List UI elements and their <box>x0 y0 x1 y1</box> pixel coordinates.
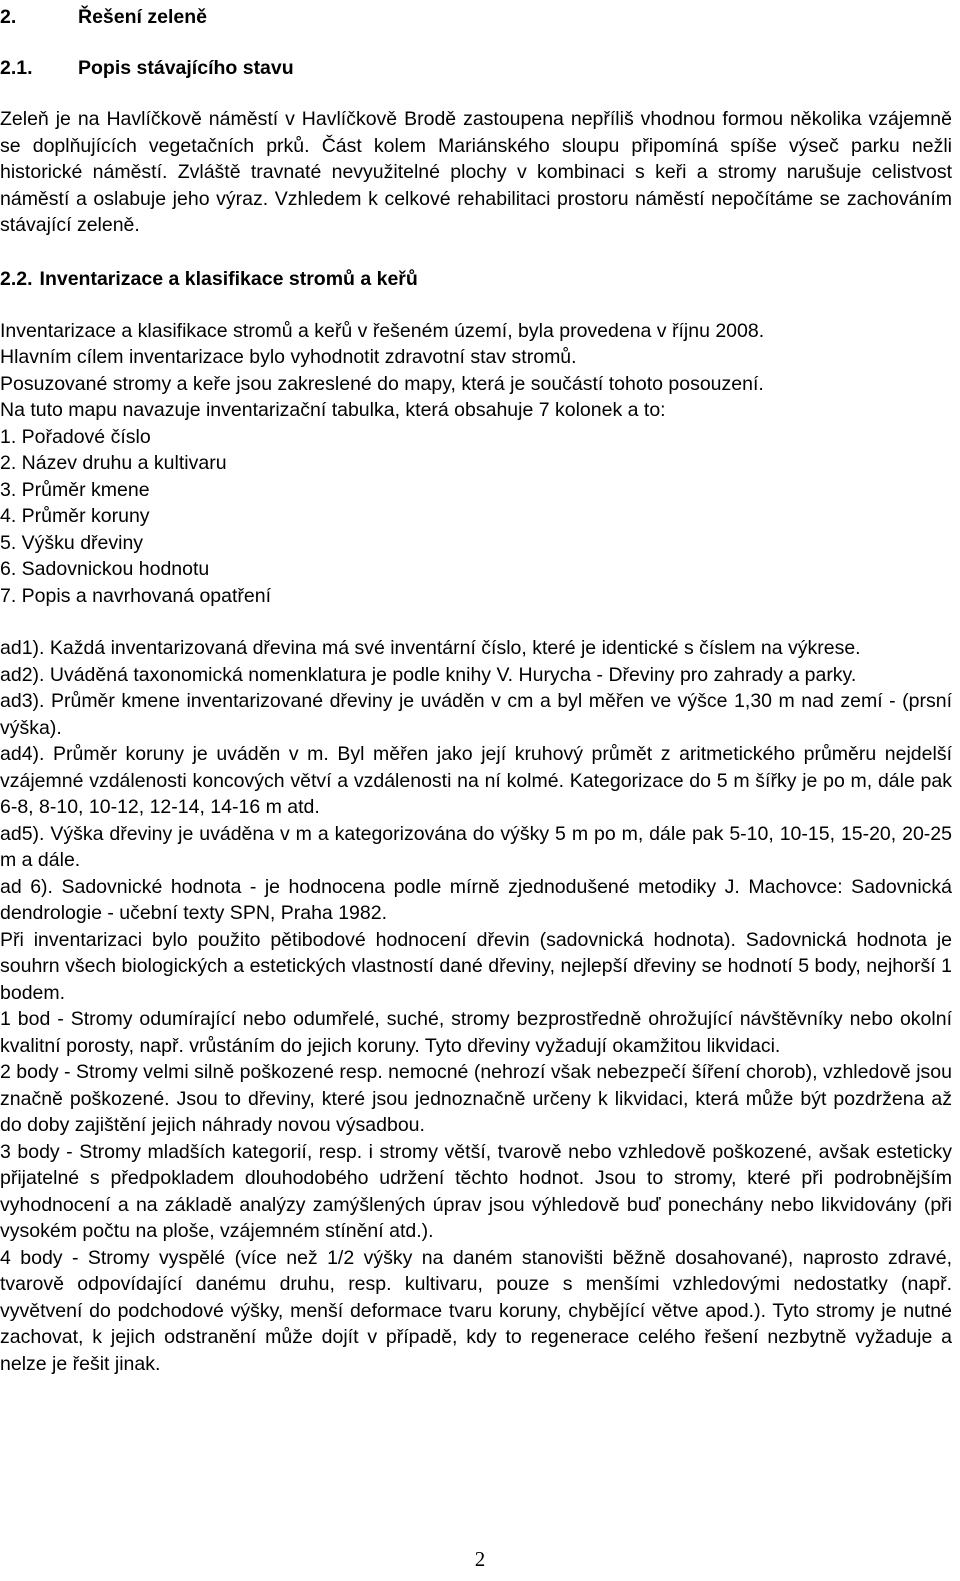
subsection-title-2-2: Inventarizace a klasifikace stromů a keřů <box>39 267 418 290</box>
list-item: 2. Název druhu a kultivaru <box>0 452 227 474</box>
table-columns-list <box>0 424 952 610</box>
valuation-2-points: 2 body - Stromy velmi silně poškozené resp. nemocné (nehrozí však nebezpečí šíření chorob), vzhledově jsou značně poškozené. Jsou to dřeviny, které jsou jednoznačně určeny k likvidaci, která může být pozdržena až do doby zajištění jejich náhrady novou výsadbou. <box>0 1061 952 1136</box>
column-notes <box>0 635 952 1377</box>
note-ad6: ad 6). Sadovnické hodnota - je hodnocena podle mírně zjednodušené metodiky J. Machovce: Sadovnická dendrologie - učební texty SPN, Praha 1982. <box>0 875 952 924</box>
subsection-title-2-1: Popis stávajícího stavu <box>78 57 294 79</box>
note-ad3: ad3). Průměr kmene inventarizované dřeviny je uváděn v cm a byl měřen ve výšce 1,30 m nad zemí - (prsní výška). <box>0 690 952 739</box>
list-item: 1. Pořadové číslo <box>0 425 151 448</box>
list-item: 5. Výšku dřeviny <box>0 531 144 554</box>
valuation-3-points: 3 body - Stromy mladších kategorií, resp. i stromy větší, tvarově nebo vzhledově poškozené, avšak esteticky přijatelné s předpokladem dlouhodobého udržení těchto hodnot. Jsou to stromy, které při podrobnějším vyhodnocení a na základě analýzy zamýšlených úprav jsou výhledově buď ponechány nebo likvidovány (při vysokém počtu na ploše, vzájemném stínění atd.). <box>0 1140 952 1242</box>
current-state-paragraph: Zeleň je na Havlíčkově náměstí v Havlíčkově Brodě zastoupena nepříliš vhodnou formou několika vzájemně se doplňujících vegetačních prků. Část kolem Mariánského sloupu připomíná spíše výseč parku nežli historické náměstí. Zvláště travnaté nevyužitelné plochy v kombinaci s keři a stromy narušuje celistvost náměstí a oslabuje jeho výraz. Vzhledem k celkové rehabilitaci prostoru náměstí nepočítáme se zachováním stávající zeleně. <box>0 108 952 236</box>
valuation-1-point: 1 bod - Stromy odumírající nebo odumřelé, suché, stromy bezprostředně ohrožující návštěvníky nebo okolní kvalitní porosty, např. vrůstáním do jejich koruny. Tyto dřeviny vyžadují okamžitou likvidaci. <box>0 1008 952 1057</box>
intro-line: Posuzované stromy a keře jsou zakreslené do mapy, která je součástí tohoto posouzení. <box>0 372 764 395</box>
list-item: 3. Průměr kmene <box>0 478 150 501</box>
section-number: 2. <box>0 6 17 28</box>
section-title: Řešení zeleně <box>78 6 207 28</box>
intro-line: Inventarizace a klasifikace stromů a keřů v řešeném území, byla provedena v říjnu 2008. <box>0 319 765 342</box>
subsection-heading-2-1 <box>0 55 952 81</box>
list-item: 6. Sadovnickou hodnotu <box>0 558 210 580</box>
note-ad5: ad5). Výška dřeviny je uváděna v m a kategorizována do výšky 5 m po m, dále pak 5-10, 10-15, 15-20, 20-25 m a dále. <box>0 822 952 871</box>
intro-line: Na tuto mapu navazuje inventarizační tabulka, která obsahuje 7 kolonek a to: <box>0 399 666 421</box>
subsection-number-2-1: 2.1. <box>0 57 33 79</box>
list-item: 4. Průměr koruny <box>0 505 150 527</box>
note-ad1: ad1). Každá inventarizovaná dřevina má své inventární číslo, které je identické s číslem na výkrese. <box>0 637 861 659</box>
valuation-intro: Při inventarizaci bylo použito pětibodové hodnocení dřevin (sadovnická hodnota). Sadovnická hodnota je souhrn všech biologických a estetických vlastností dané dřeviny, nejlepší dřeviny se hodnotí 5 body, nejhorší 1 bodem. <box>0 928 952 1004</box>
intro-line: Hlavním cílem inventarizace bylo vyhodnotit zdravotní stav stromů. <box>0 346 577 368</box>
subsection-number-2-2: 2.2. <box>0 267 33 290</box>
section-heading <box>0 4 952 30</box>
note-ad2: ad2). Uváděná taxonomická nomenklatura je podle knihy V. Hurycha - Dřeviny pro zahrady a parky. <box>0 663 857 686</box>
list-item: 7. Popis a navrhovaná opatření <box>0 584 272 607</box>
inventory-intro <box>0 318 952 424</box>
note-ad4: ad4). Průměr koruny je uváděn v m. Byl měřen jako její kruhový průmět z aritmetického průměru nejdelší vzájemné vzdálenosti koncových větví a vzdálenosti na ní kolmé. Kategorizace do 5 m šířky je po m, dále pak 6-8, 8-10, 10-12, 12-14, 14-16 m atd. <box>0 743 952 818</box>
valuation-4-points: 4 body - Stromy vyspělé (více než 1/2 výšky na daném stanovišti běžně dosahované), naprosto zdravé, tvarově odpovídající danému druhu, resp. kultivaru, pouze s menšími vzhledovými nedostatky (např. vyvětvení do podchodové výšky, menší deformace tvaru koruny, chybějící větve apod.). Tyto stromy je nutné zachovat, k jejich odstranění může dojít v případě, kdy to regenerace celého řešení nezbytně vyžaduje a nelze je řešit jinak. <box>0 1246 952 1375</box>
subsection-heading-2-2 <box>0 266 952 292</box>
page-number: 2 <box>474 1547 486 1571</box>
